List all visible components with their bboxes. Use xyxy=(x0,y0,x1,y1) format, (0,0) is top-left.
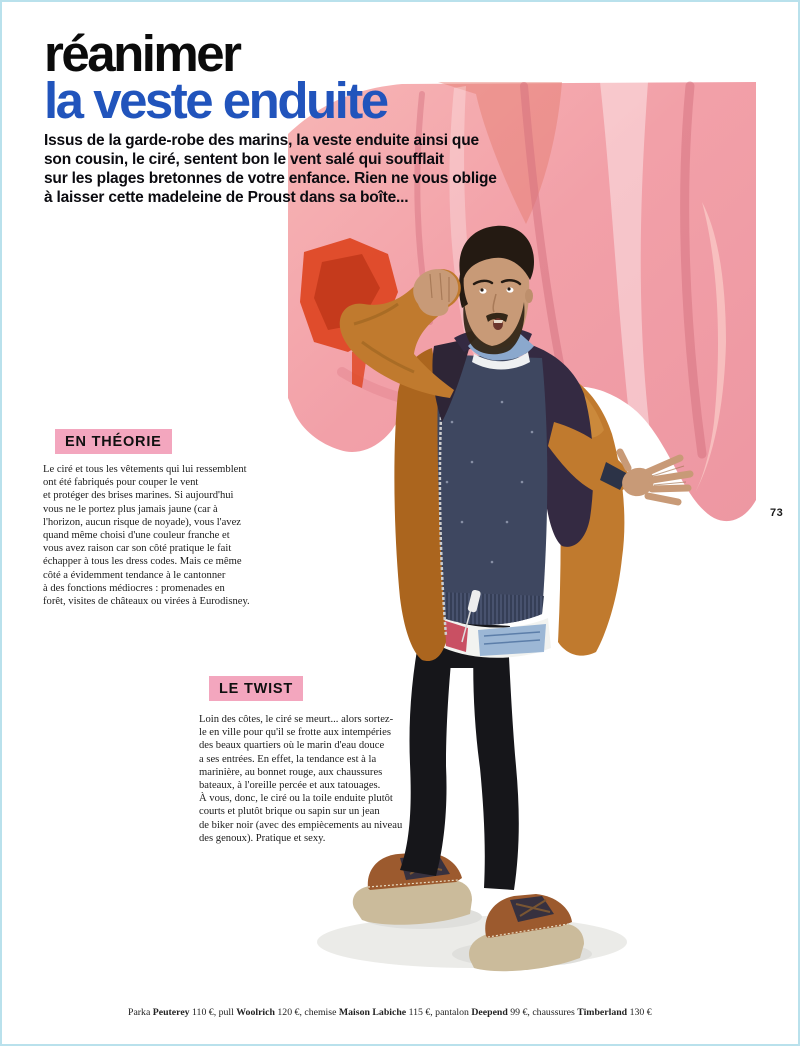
right-boot xyxy=(469,894,584,971)
ear xyxy=(525,289,533,303)
title-line-black: réanimer xyxy=(44,25,240,82)
pupil xyxy=(480,288,483,291)
section-label-en-theorie: EN THÉORIE xyxy=(55,429,172,454)
jeans-right-leg xyxy=(473,634,519,890)
section-body-le-twist: Loin des côtes, le ciré se meurt... alors sortez- le en ville pour qu'il se frotte aux intempéries des beaux quartiers où le marin d'eau douce a ses entrées. En effet, la tendance est à la marinière, au bonnet rouge, aux chaussures bateaux, à l'oreille percée et aux tatouages. À vous, donc, le ciré ou la toile enduite plutôt courts et plutôt brique ou sapin sur un jean de biker noir (avec des empiècements au niveau des genoux). Pratique et sexy. xyxy=(199,714,403,844)
section-label-le-twist: LE TWIST xyxy=(209,676,303,701)
title-line-blue: la veste enduite xyxy=(44,72,387,129)
page-number: 73 xyxy=(770,507,784,519)
teeth xyxy=(494,320,503,323)
open-mouth xyxy=(493,318,503,330)
article-title xyxy=(44,25,387,129)
pupil xyxy=(507,287,510,290)
section-body-en-theorie: Le ciré et tous les vêtements qui lui ressemblent ont été fabriqués pour couper le vent et protéger des brises marines. Si aujourd'hui vous ne le portez plus jamais jaune (car à l'horizon, aucun risque de noyade), vous l'avez quand même choisi d'une couleur franche et vous avez raison car son côté pratique le fait échapper à tous les dress codes. Mais ce même côté a évidemment tendance à le cantonner à des fonctions médiocres : promenades en forêt, visites de châteaux ou virées à Eurodisney. xyxy=(43,464,250,608)
intro-paragraph: Issus de la garde-robe des marins, la veste enduite ainsi que son cousin, le ciré, sentent bon le vent salé qui soufflait sur les plages bretonnes de votre enfance. Rien ne vous oblige à laisser cette madeleine de Proust dans sa boîte... xyxy=(44,132,497,206)
credits-caption: Parka Peuterey 110 €, pull Woolrich 120 €, chemise Maison Labiche 115 €, pantalon Deepend 99 €, chaussures Timberland 130 € xyxy=(128,1007,652,1018)
sweater-rib-hem xyxy=(438,592,544,625)
